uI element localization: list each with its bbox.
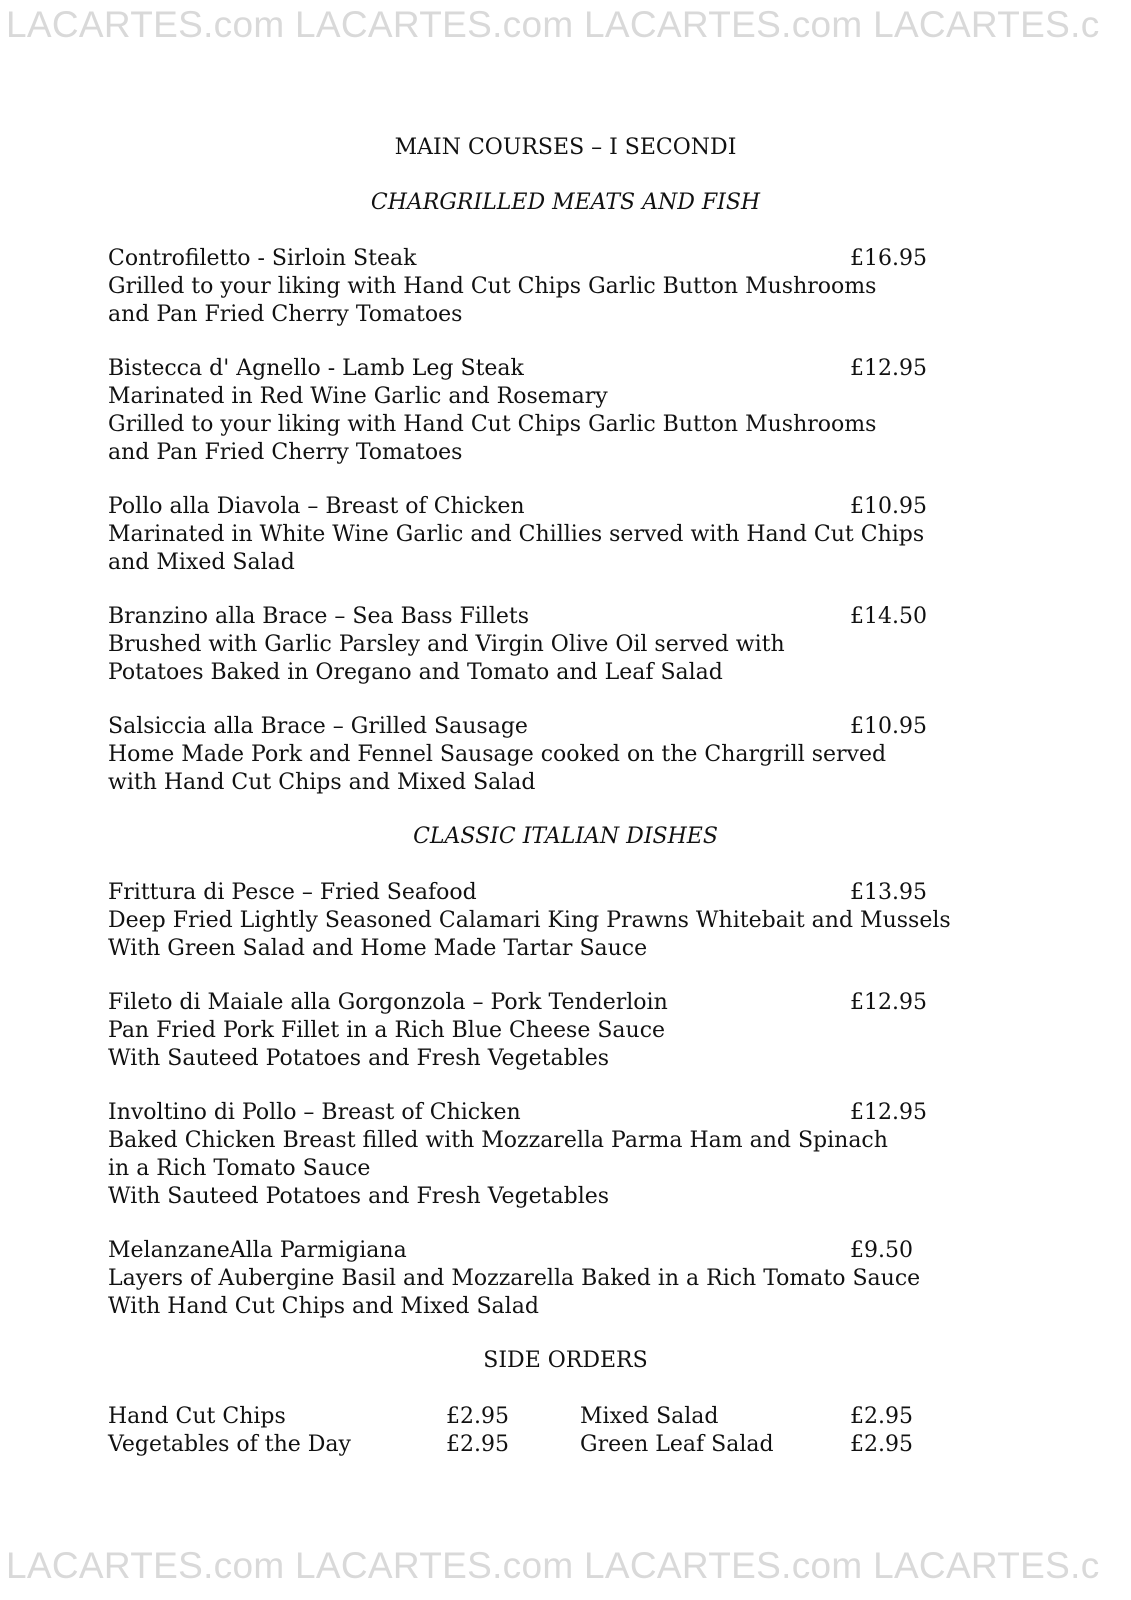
item-price: £13.95 [850, 880, 927, 905]
side-item-price: £2.95 [850, 1404, 913, 1429]
item-description: Grilled to your liking with Hand Cut Chips Garlic Button Mushrooms [108, 412, 877, 437]
menu-item [108, 1099, 928, 1211]
side-item-price: £2.95 [850, 1432, 913, 1457]
item-description: Marinated in White Wine Garlic and Chillies served with Hand Cut Chips [108, 522, 925, 547]
item-name: Fileto di Maiale alla Gorgonzola – Pork Tenderloin [108, 990, 668, 1015]
item-price: £10.95 [850, 494, 927, 519]
side-item-name: Green Leaf Salad [580, 1432, 774, 1457]
item-description: Potatoes Baked in Oregano and Tomato and Leaf Salad [108, 660, 723, 685]
menu-item [108, 245, 928, 329]
item-name: Frittura di Pesce – Fried Seafood [108, 880, 477, 905]
side-item-price: £2.95 [446, 1404, 509, 1429]
side-item-name: Vegetables of the Day [108, 1432, 351, 1457]
item-description: and Mixed Salad [108, 550, 295, 575]
item-description: and Pan Fried Cherry Tomatoes [108, 440, 463, 465]
item-price: £12.95 [850, 1100, 927, 1125]
side-orders-row [108, 1403, 928, 1431]
item-description: With Sauteed Potatoes and Fresh Vegetables [108, 1046, 610, 1071]
menu-item [108, 355, 928, 467]
page-title: MAIN COURSES – I SECONDI [394, 135, 737, 160]
side-item-name: Hand Cut Chips [108, 1404, 286, 1429]
item-description: Brushed with Garlic Parsley and Virgin Olive Oil served with [108, 632, 785, 657]
menu-item [108, 989, 928, 1073]
item-description: Deep Fried Lightly Seasoned Calamari King Prawns Whitebait and Mussels [108, 908, 951, 933]
menu-item [108, 603, 928, 687]
item-description: with Hand Cut Chips and Mixed Salad [108, 770, 536, 795]
item-name: MelanzaneAlla Parmigiana [108, 1238, 407, 1263]
item-description: With Sauteed Potatoes and Fresh Vegetables [108, 1184, 610, 1209]
item-price: £14.50 [850, 604, 927, 629]
section-title-chargrilled: CHARGRILLED MEATS AND FISH [370, 190, 761, 215]
menu-item [108, 879, 951, 963]
item-description: With Hand Cut Chips and Mixed Salad [108, 1294, 539, 1319]
item-price: £9.50 [850, 1238, 913, 1263]
menu-item [108, 1237, 928, 1321]
item-description: With Green Salad and Home Made Tartar Sauce [108, 936, 648, 961]
item-description: and Pan Fried Cherry Tomatoes [108, 302, 463, 327]
menu-item [108, 713, 928, 797]
item-name: Pollo alla Diavola – Breast of Chicken [108, 494, 525, 519]
item-description: Grilled to your liking with Hand Cut Chips Garlic Button Mushrooms [108, 274, 877, 299]
menu-item [108, 493, 928, 577]
item-price: £16.95 [850, 246, 927, 271]
item-name: Bistecca d' Agnello - Lamb Leg Steak [108, 356, 524, 381]
item-name: Branzino alla Brace – Sea Bass Fillets [108, 604, 530, 629]
side-item-name: Mixed Salad [580, 1404, 719, 1429]
item-name: Salsiccia alla Brace – Grilled Sausage [108, 714, 528, 739]
item-name: Controfiletto - Sirloin Steak [108, 246, 417, 271]
watermark-bottom: LACARTES.com LACARTES.com LACARTES.com LACARTES.c [6, 1545, 1100, 1586]
item-description: Layers of Aubergine Basil and Mozzarella Baked in a Rich Tomato Sauce [108, 1266, 921, 1291]
item-description: Marinated in Red Wine Garlic and Rosemary [108, 384, 608, 409]
section-title-classic: CLASSIC ITALIAN DISHES [413, 824, 718, 849]
item-description: Home Made Pork and Fennel Sausage cooked on the Chargrill served [108, 742, 887, 767]
watermark-top: LACARTES.com LACARTES.com LACARTES.com LACARTES.c [6, 4, 1100, 45]
item-description: Baked Chicken Breast filled with Mozzarella Parma Ham and Spinach [108, 1128, 888, 1153]
section-title-side-orders: SIDE ORDERS [483, 1348, 648, 1373]
side-orders-row [108, 1431, 928, 1459]
item-name: Involtino di Pollo – Breast of Chicken [108, 1100, 521, 1125]
side-item-price: £2.95 [446, 1432, 509, 1457]
item-price: £12.95 [850, 990, 927, 1015]
item-price: £10.95 [850, 714, 927, 739]
item-price: £12.95 [850, 356, 927, 381]
item-description: in a Rich Tomato Sauce [108, 1156, 371, 1181]
item-description: Pan Fried Pork Fillet in a Rich Blue Cheese Sauce [108, 1018, 666, 1043]
